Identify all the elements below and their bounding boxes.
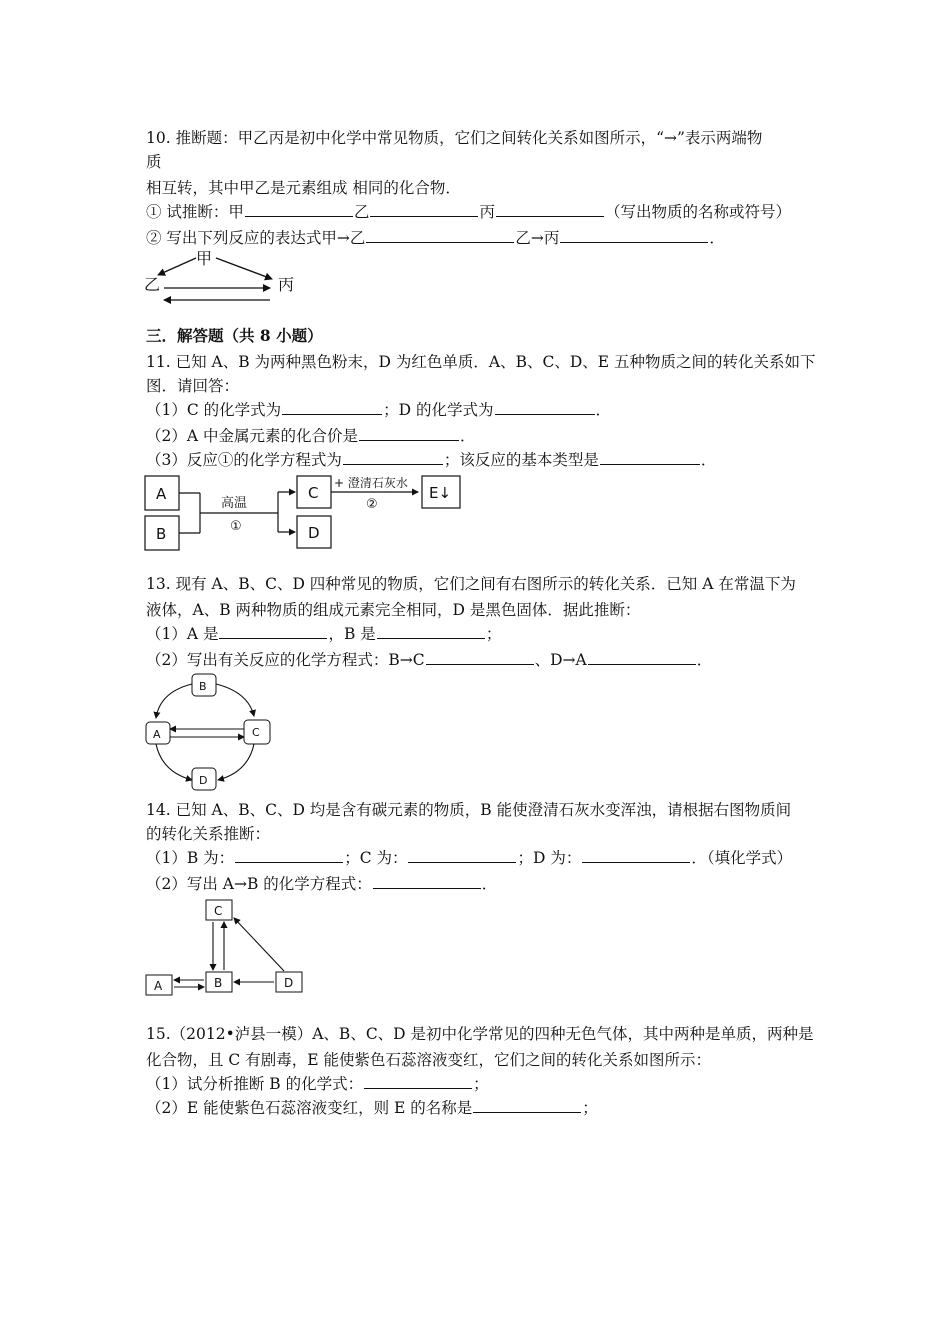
q11-label-d: D bbox=[308, 524, 320, 542]
answer-blank[interactable] bbox=[282, 400, 382, 415]
q10-prompt-yi-bing: 乙→丙 bbox=[515, 229, 560, 247]
answer-blank[interactable] bbox=[343, 450, 443, 465]
q15-line1: 15.（2012•泸县一模）A、B、C、D 是初中化学常见的四种无色气体，其中两种是单质，两种是 bbox=[146, 1025, 814, 1043]
q10-node-yi: 乙 bbox=[144, 275, 161, 294]
answer-blank[interactable] bbox=[219, 624, 327, 639]
q13-label-c: C bbox=[252, 726, 260, 739]
q15-line3: （1）试分析推断 B 的化学式： ； bbox=[146, 1075, 489, 1093]
q11-prompt-type: ；该反应的基本类型是 bbox=[443, 451, 599, 469]
q11-line3: （1）C 的化学式为 ；D 的化学式为 ． bbox=[146, 401, 612, 419]
q11-line2: 图．请回答： bbox=[146, 377, 240, 395]
q11-label-b: B bbox=[156, 525, 167, 543]
q14-label-a: A bbox=[154, 979, 163, 993]
answer-blank[interactable] bbox=[495, 400, 595, 415]
q10-node-jia: 甲 bbox=[196, 249, 213, 268]
q14-line4: （2）写出 A→B 的化学方程式： ． bbox=[146, 875, 498, 893]
q11-label-c: C bbox=[308, 484, 319, 502]
q10-prompt-jia: ① 试推断：甲 bbox=[146, 203, 244, 221]
q11-prompt-valence: （2）A 中金属元素的化合价是 bbox=[146, 427, 358, 445]
q10-line3: 相互转，其中甲乙是元素组成 相同的化合物． bbox=[146, 179, 461, 197]
q15-prompt-b: （1）试分析推断 B 的化学式： bbox=[146, 1075, 364, 1093]
q14-label-c: C bbox=[214, 904, 223, 918]
q15-line4: （2）E 能使紫色石蕊溶液变红，则 E 的名称是 ； bbox=[146, 1099, 598, 1117]
q14-prompt-d: ；D 为： bbox=[517, 849, 582, 867]
q10-prompt-jia-yi: ② 写出下列反应的表达式甲→乙 bbox=[146, 229, 366, 247]
q11-cond-limewater: + 澄清石灰水 bbox=[334, 476, 408, 490]
q13-label-a: A bbox=[153, 728, 161, 741]
arrow-jia-yi bbox=[158, 258, 196, 275]
answer-blank[interactable] bbox=[582, 848, 690, 863]
q13-line1: 13. 现有 A、B、C、D 四种常见的物质，它们之间有右图所示的转化关系．已知 A 在常温下为 bbox=[146, 575, 796, 593]
q14-label-b: B bbox=[214, 976, 223, 990]
q13-label-d: D bbox=[199, 774, 208, 787]
q11-reaction-1: ① bbox=[230, 519, 242, 534]
q10-diagram bbox=[140, 248, 310, 308]
q11-cond-high-temp: 高温 bbox=[221, 496, 248, 511]
answer-blank[interactable] bbox=[377, 624, 485, 639]
q10-line1: 10. 推断题：甲乙丙是初中化学中常见物质，它们之间转化关系如图所示，“→”表示两端物 bbox=[146, 129, 763, 147]
q11-line5: （3）反应①的化学方程式为 ；该反应的基本类型是 ． bbox=[146, 451, 717, 469]
q10-line5 bbox=[146, 228, 725, 248]
q14-label-d: D bbox=[284, 976, 294, 990]
q15-prompt-e: （2）E 能使紫色石蕊溶液变红，则 E 的名称是 bbox=[146, 1099, 473, 1117]
q10-prompt-yi: 乙 bbox=[353, 203, 370, 221]
q13-prompt-a: （1）A 是 bbox=[146, 625, 219, 643]
q11-prompt-c: （1）C 的化学式为 bbox=[146, 401, 282, 419]
q14-hint: ．（填化学式） bbox=[691, 849, 793, 867]
q11-prompt-d: ；D 的化学式为 bbox=[383, 401, 494, 419]
answer-blank[interactable] bbox=[426, 650, 534, 665]
q11-line1: 11. 已知 A、B 为两种黑色粉末，D 为红色单质．A、B、C、D、E 五种物质之间的转化关系如下 bbox=[146, 353, 816, 371]
answer-blank[interactable] bbox=[600, 450, 700, 465]
q11-prompt-equation: （3）反应①的化学方程式为 bbox=[146, 451, 342, 469]
q13-label-b: B bbox=[199, 680, 207, 693]
q10-line2: 质 bbox=[146, 153, 162, 171]
answer-blank[interactable] bbox=[364, 1074, 472, 1089]
answer-blank[interactable] bbox=[370, 202, 478, 217]
q11-line4: （2）A 中金属元素的化合价是 ． bbox=[146, 427, 476, 445]
q13-diagram bbox=[140, 672, 280, 792]
q15-line2: 化合物，且 C 有剧毒，E 能使紫色石蕊溶液变红，它们之间的转化关系如图所示： bbox=[146, 1051, 711, 1069]
arrow-jia-bing bbox=[216, 258, 272, 279]
q14-prompt-a-b: （2）写出 A→B 的化学方程式： bbox=[146, 875, 372, 893]
q14-line1: 14. 已知 A、B、C、D 均是含有碳元素的物质，B 能使澄清石灰水变浑浊，请根据右图物质间 bbox=[146, 801, 792, 819]
q10-node-bing: 丙 bbox=[278, 275, 295, 294]
answer-blank[interactable] bbox=[473, 1098, 581, 1113]
answer-blank[interactable] bbox=[366, 228, 514, 243]
q11-diagram bbox=[144, 474, 464, 554]
q14-line2: 的转化关系推断： bbox=[146, 825, 271, 843]
q14-prompt-b: （1）B 为： bbox=[146, 849, 235, 867]
q13-line4: （2）写出有关反应的化学方程式：B→C 、D→A ． bbox=[146, 651, 713, 669]
q10-end: ． bbox=[709, 229, 725, 247]
q10-line4 bbox=[146, 202, 791, 222]
answer-blank[interactable] bbox=[359, 426, 459, 441]
q13-prompt-d-a: 、D→A bbox=[534, 651, 587, 669]
q13-line3: （1）A 是 ，B 是 ； bbox=[146, 625, 502, 643]
q13-line2: 液体，A、B 两种物质的组成元素完全相同，D 是黑色固体．据此推断： bbox=[146, 601, 641, 619]
q14-line3 bbox=[146, 848, 792, 868]
q10-prompt-bing: 丙 bbox=[479, 203, 495, 221]
answer-blank[interactable] bbox=[496, 202, 604, 217]
q10-hint: （写出物质的名称或符号） bbox=[604, 203, 791, 221]
q11-reaction-2: ② bbox=[366, 497, 378, 512]
section-title: 三．解答题（共 8 小题） bbox=[146, 326, 323, 345]
q13-prompt-b: ，B 是 bbox=[328, 625, 376, 643]
answer-blank[interactable] bbox=[245, 202, 353, 217]
answer-blank[interactable] bbox=[560, 228, 708, 243]
answer-blank[interactable] bbox=[235, 848, 343, 863]
q13-prompt-b-c: （2）写出有关反应的化学方程式：B→C bbox=[146, 651, 425, 669]
q14-diagram bbox=[144, 898, 309, 998]
answer-blank[interactable] bbox=[408, 848, 516, 863]
answer-blank[interactable] bbox=[588, 650, 696, 665]
q11-label-a: A bbox=[156, 485, 167, 503]
answer-blank[interactable] bbox=[373, 874, 481, 889]
q11-label-e: E↓ bbox=[429, 484, 452, 502]
q14-prompt-c: ；C 为： bbox=[344, 849, 408, 867]
